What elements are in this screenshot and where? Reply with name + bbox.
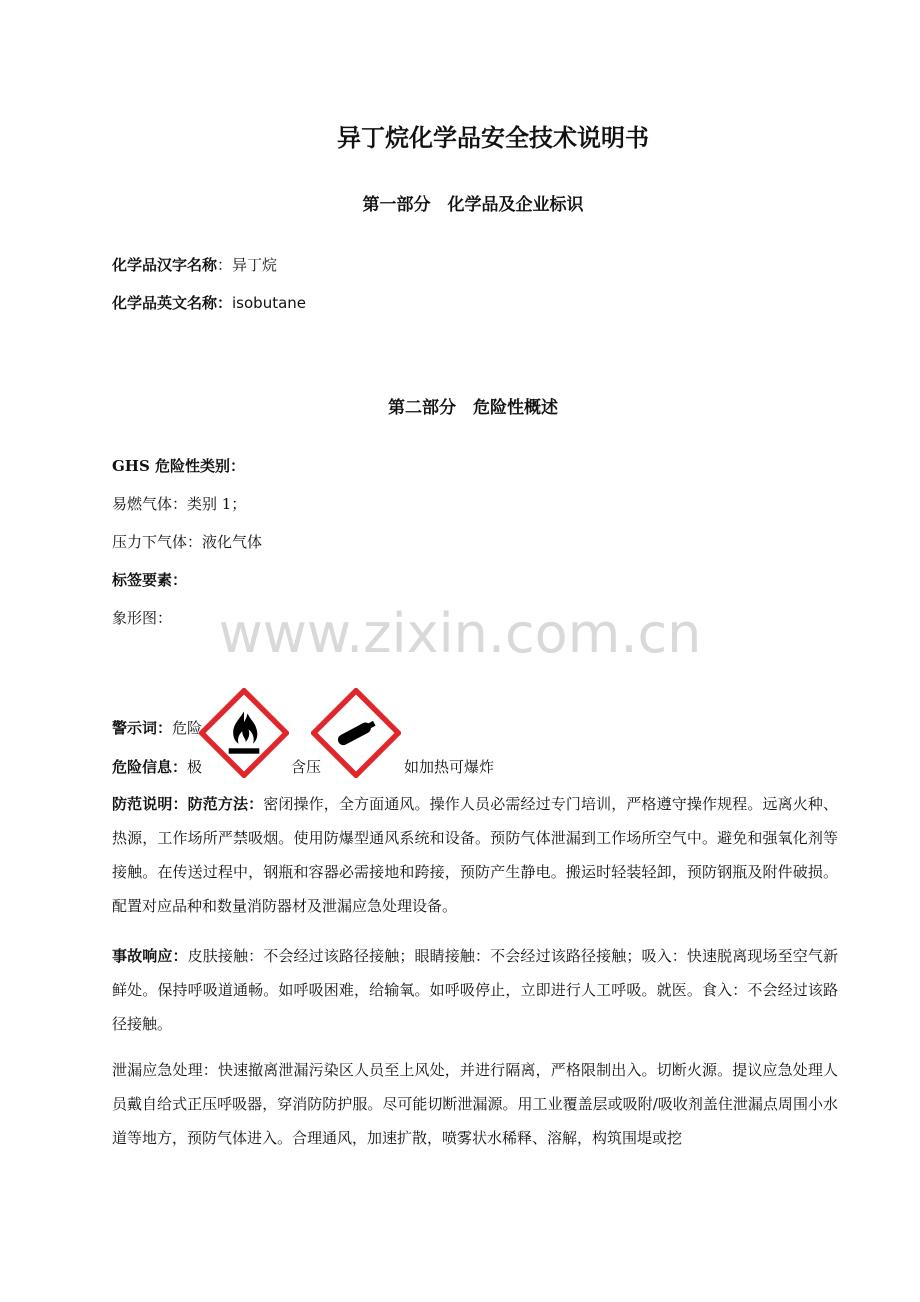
pictogram-label: 象形图： xyxy=(112,609,173,627)
cn-name-label: 化学品汉字名称 xyxy=(112,256,218,274)
watermark: www.zixin.com.cn xyxy=(218,602,702,665)
ghs-item-pressure: 压力下气体：液化气体 xyxy=(112,533,263,551)
section-heading-part2: 第二部分 危险性概述 xyxy=(388,398,558,418)
label-elements-heading: 标签要素： xyxy=(112,571,188,589)
hazard-info-text-2: 含压 xyxy=(291,758,322,776)
response-paragraph xyxy=(112,939,838,1041)
flame-pictogram xyxy=(199,688,289,778)
section-heading-part1: 第一部分 化学品及企业标识 xyxy=(362,195,584,215)
hazard-info-line xyxy=(112,756,202,777)
gas-cylinder-icon xyxy=(311,688,401,778)
hazard-info-label: 危险信息： xyxy=(112,758,188,776)
signal-word-value: 危险 xyxy=(172,719,203,737)
flame-icon xyxy=(199,688,289,778)
document-title: 异丁烷化学品安全技术说明书 xyxy=(337,123,649,152)
gas-cylinder-pictogram xyxy=(311,688,401,778)
spill-paragraph xyxy=(112,1053,838,1155)
en-name-value: isobutane xyxy=(232,294,307,312)
response-text: 皮肤接触：不会经过该路径接触；眼睛接触：不会经过该路径接触；吸入：快速脱离现场至空气新鲜处。保持呼吸道通畅。如呼吸困难，给输氧。如呼吸停止，立即进行人工呼吸。就医。食入：不会经过该路径接触。 xyxy=(112,947,838,1033)
en-name-line xyxy=(112,292,306,313)
response-label: 事故响应： xyxy=(112,947,188,965)
hazard-info-text-3: 如加热可爆炸 xyxy=(404,758,495,776)
spill-text: 泄漏应急处理：快速撤离泄漏污染区人员至上风处，并进行隔离，严格限制出入。切断火源。提议应急处理人员戴自给式正压呼吸器，穿消防防护服。尽可能切断泄漏源。用工业覆盖层或吸附/吸收剂盖住泄漏点周围小水道等地方，预防气体进入。合理通风，加速扩散，喷雾状水稀释、溶解，构筑围堤或挖 xyxy=(112,1061,838,1147)
hazard-info-text-1: 极 xyxy=(187,758,203,776)
signal-word-line xyxy=(112,717,202,738)
ghs-label: GHS 危险性类别： xyxy=(112,457,246,475)
ghs-item-flammable: 易燃气体：类别 1； xyxy=(112,495,247,513)
cn-name-value: ：异丁烷 xyxy=(217,256,278,274)
prevention-label: 防范说明：防范方法： xyxy=(112,795,264,813)
cn-name-line xyxy=(112,254,277,275)
prevention-paragraph xyxy=(112,787,838,923)
prevention-text: 密闭操作，全方面通风。操作人员必需经过专门培训，严格遵守操作规程。远离火种、热源，工作场所严禁吸烟。使用防爆型通风系统和设备。预防气体泄漏到工作场所空气中。避免和强氧化剂等接触。在传送过程中，钢瓶和容器必需接地和跨接，预防产生静电。搬运时轻装轻卸，预防钢瓶及附件破损。配置对应品种和数量消防器材及泄漏应急处理设备。 xyxy=(112,795,838,915)
signal-word-label: 警示词： xyxy=(112,719,173,737)
en-name-label: 化学品英文名称： xyxy=(112,294,233,312)
